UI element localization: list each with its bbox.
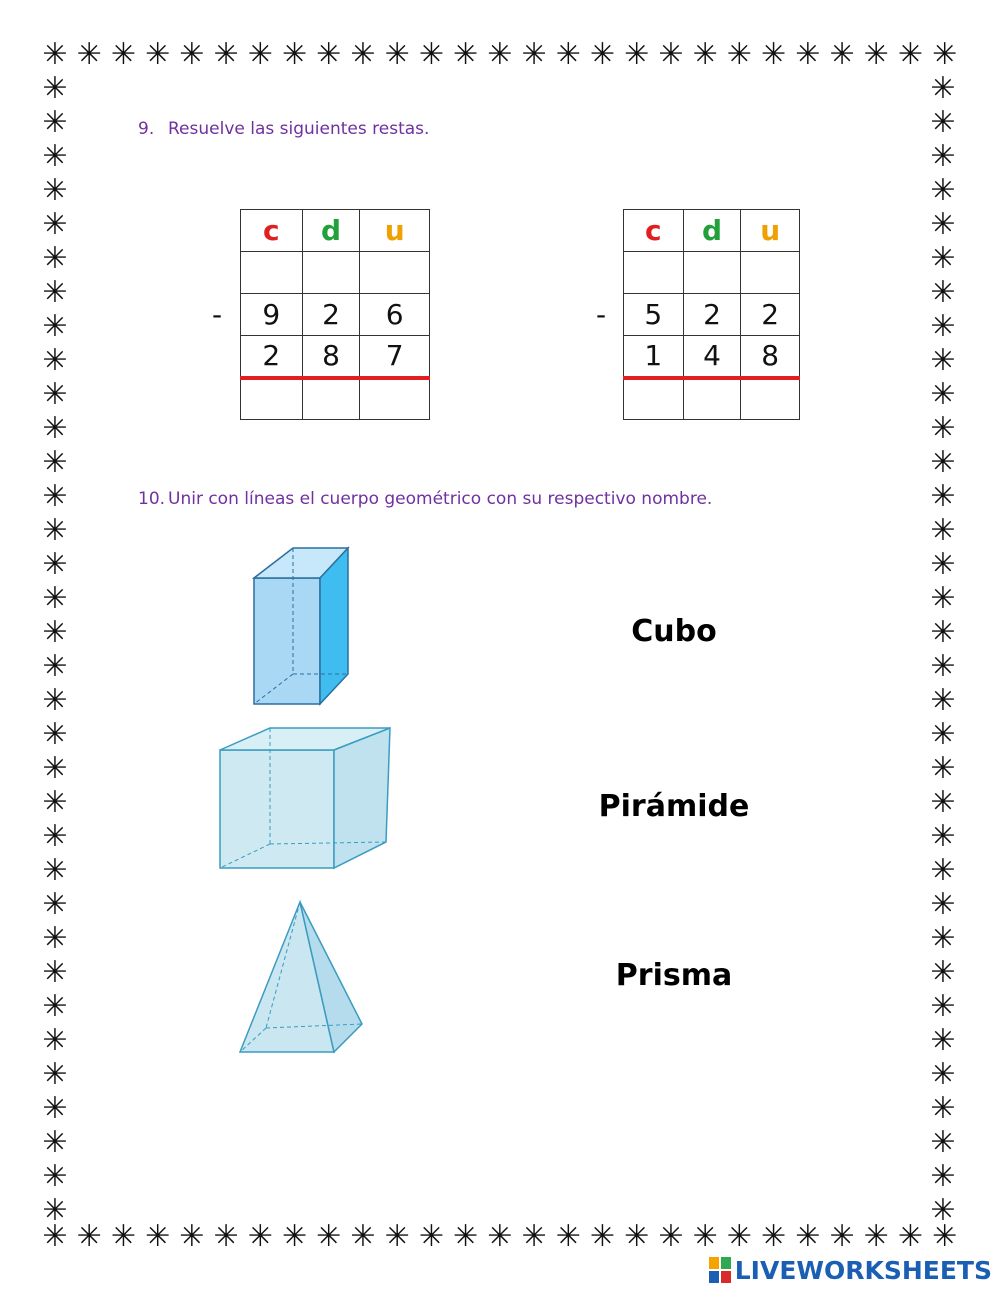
border-star-icon: ✳ (589, 37, 616, 72)
border-star-icon: ✳ (42, 309, 68, 344)
border-star-icon: ✳ (42, 581, 68, 616)
question-10-text: Unir con líneas el cuerpo geométrico con su respectivo nombre. (168, 489, 713, 509)
border-star-icon: ✳ (487, 1219, 513, 1254)
border-star-icon: ✳ (897, 37, 924, 72)
pyramid-shape[interactable] (236, 896, 366, 1060)
carry-cell[interactable] (624, 252, 684, 294)
border-star-icon: ✳ (795, 37, 821, 72)
subtrahend-digit: 2 (241, 336, 303, 378)
border-star-icon: ✳ (930, 343, 956, 378)
border-star-icon: ✳ (930, 479, 956, 514)
border-star-icon: ✳ (179, 37, 205, 72)
border-star-icon: ✳ (897, 1219, 924, 1254)
border-star-icon: ✳ (761, 37, 787, 72)
border-star-icon: ✳ (42, 377, 68, 412)
border-star-icon: ✳ (930, 207, 956, 242)
border-star-icon: ✳ (863, 1219, 889, 1254)
border-star-icon: ✳ (42, 343, 68, 378)
border-star-icon: ✳ (930, 241, 956, 276)
header-d: d (302, 210, 360, 252)
border-star-icon: ✳ (76, 37, 102, 72)
subtraction-table-2 (623, 209, 800, 420)
border-star-icon: ✳ (42, 173, 68, 208)
border-star-icon: ✳ (110, 1219, 136, 1254)
shape-name-prisma[interactable]: Prisma (615, 958, 733, 993)
border-star-icon: ✳ (692, 37, 718, 72)
subtrahend-digit: 1 (624, 336, 684, 378)
border-star-icon: ✳ (247, 37, 273, 72)
minuend-digit: 2 (683, 294, 741, 336)
border-star-icon: ✳ (213, 1219, 239, 1254)
border-star-icon: ✳ (624, 37, 650, 72)
carry-cell[interactable] (360, 252, 430, 294)
border-star-icon: ✳ (863, 37, 889, 72)
question-10-number: 10. (138, 489, 166, 509)
border-star-icon: ✳ (829, 37, 855, 72)
question-9 (138, 119, 429, 139)
answer-cell[interactable] (360, 378, 430, 420)
border-left (38, 71, 72, 1228)
border-star-icon: ✳ (350, 1219, 376, 1254)
border-star-icon: ✳ (42, 615, 68, 650)
header-c: c (624, 210, 684, 252)
header-u: u (741, 210, 800, 252)
answer-cell[interactable] (241, 378, 303, 420)
border-star-icon: ✳ (761, 1219, 787, 1254)
subtrahend-digit: 7 (360, 336, 430, 378)
border-star-icon: ✳ (42, 241, 68, 276)
border-star-icon: ✳ (930, 955, 956, 990)
shape-name-piramide[interactable]: Pirámide (598, 789, 750, 824)
border-star-icon: ✳ (247, 1219, 273, 1254)
border-star-icon: ✳ (930, 785, 956, 820)
border-star-icon: ✳ (930, 275, 956, 310)
border-star-icon: ✳ (110, 37, 136, 72)
border-star-icon: ✳ (930, 989, 956, 1024)
border-star-icon: ✳ (930, 819, 956, 854)
border-star-icon: ✳ (42, 207, 68, 242)
border-star-icon: ✳ (316, 37, 342, 72)
border-star-icon: ✳ (930, 513, 956, 548)
border-star-icon: ✳ (930, 649, 956, 684)
border-star-icon: ✳ (42, 445, 68, 480)
header-u: u (360, 210, 430, 252)
logo-text: LIVEWORKSHEETS (734, 1255, 992, 1285)
border-star-icon: ✳ (316, 1219, 342, 1254)
border-star-icon: ✳ (453, 1219, 479, 1254)
border-star-icon: ✳ (930, 751, 956, 786)
border-star-icon: ✳ (42, 1057, 68, 1092)
border-star-icon: ✳ (76, 1219, 102, 1254)
question-9-number: 9. (138, 119, 155, 139)
border-star-icon: ✳ (930, 71, 956, 106)
border-star-icon: ✳ (930, 377, 956, 412)
subtrahend-digit: 8 (741, 336, 800, 378)
border-star-icon: ✳ (213, 37, 239, 72)
carry-cell[interactable] (741, 252, 800, 294)
answer-cell[interactable] (302, 378, 360, 420)
border-star-icon: ✳ (487, 37, 513, 72)
border-star-icon: ✳ (350, 37, 376, 72)
cube-shape[interactable] (216, 724, 394, 872)
minus-sign-2: - (596, 298, 607, 331)
question-9-text: Resuelve las siguientes restas. (168, 119, 430, 139)
border-star-icon: ✳ (692, 1219, 718, 1254)
subtrahend-digit: 8 (302, 336, 360, 378)
border-star-icon: ✳ (42, 1159, 68, 1194)
header-c: c (241, 210, 303, 252)
border-star-icon: ✳ (932, 37, 958, 72)
border-star-icon: ✳ (179, 1219, 205, 1254)
question-10 (138, 489, 712, 509)
border-star-icon: ✳ (930, 615, 956, 650)
border-bottom (40, 1220, 960, 1254)
minuend-digit: 2 (302, 294, 360, 336)
header-d: d (683, 210, 741, 252)
border-star-icon: ✳ (42, 1023, 68, 1058)
border-star-icon: ✳ (42, 887, 68, 922)
rectangular-prism-shape[interactable] (248, 544, 354, 710)
border-star-icon: ✳ (42, 683, 68, 718)
border-star-icon: ✳ (930, 445, 956, 480)
border-star-icon: ✳ (589, 1219, 616, 1254)
border-top (40, 38, 960, 72)
border-star-icon: ✳ (930, 921, 956, 956)
border-star-icon: ✳ (42, 275, 68, 310)
border-star-icon: ✳ (555, 1219, 581, 1254)
border-star-icon: ✳ (930, 173, 956, 208)
border-star-icon: ✳ (42, 853, 68, 888)
border-star-icon: ✳ (795, 1219, 821, 1254)
border-star-icon: ✳ (453, 37, 479, 72)
border-star-icon: ✳ (930, 1193, 956, 1228)
logo-blocks-icon (709, 1257, 731, 1283)
border-star-icon: ✳ (658, 37, 684, 72)
border-star-icon: ✳ (930, 139, 956, 174)
subtrahend-digit: 4 (683, 336, 741, 378)
border-star-icon: ✳ (42, 105, 68, 140)
border-star-icon: ✳ (930, 1023, 956, 1058)
border-star-icon: ✳ (930, 105, 956, 140)
border-star-icon: ✳ (42, 819, 68, 854)
border-star-icon: ✳ (930, 717, 956, 752)
border-star-icon: ✳ (930, 1159, 956, 1194)
border-star-icon: ✳ (624, 1219, 650, 1254)
border-star-icon: ✳ (930, 581, 956, 616)
border-star-icon: ✳ (418, 1219, 444, 1254)
border-star-icon: ✳ (42, 1125, 68, 1160)
border-star-icon: ✳ (384, 37, 410, 72)
border-star-icon: ✳ (384, 1219, 410, 1254)
border-star-icon: ✳ (829, 1219, 855, 1254)
border-star-icon: ✳ (42, 751, 68, 786)
border-star-icon: ✳ (145, 1219, 171, 1254)
subtraction-table-1 (240, 209, 430, 420)
border-star-icon: ✳ (930, 1125, 956, 1160)
border-star-icon: ✳ (930, 547, 956, 582)
border-star-icon: ✳ (418, 37, 444, 72)
border-star-icon: ✳ (42, 785, 68, 820)
border-star-icon: ✳ (42, 479, 68, 514)
minuend-digit: 6 (360, 294, 430, 336)
border-star-icon: ✳ (930, 1091, 956, 1126)
border-star-icon: ✳ (42, 1193, 68, 1228)
carry-cell[interactable] (683, 252, 741, 294)
border-star-icon: ✳ (42, 955, 68, 990)
border-star-icon: ✳ (42, 921, 68, 956)
border-star-icon: ✳ (42, 649, 68, 684)
border-star-icon: ✳ (281, 37, 308, 72)
border-star-icon: ✳ (42, 547, 68, 582)
border-star-icon: ✳ (42, 411, 68, 446)
border-star-icon: ✳ (726, 1219, 752, 1254)
border-star-icon: ✳ (42, 717, 68, 752)
minuend-digit: 2 (741, 294, 800, 336)
liveworksheets-logo (709, 1254, 992, 1286)
border-star-icon: ✳ (42, 513, 68, 548)
border-star-icon: ✳ (930, 411, 956, 446)
carry-cell[interactable] (241, 252, 303, 294)
border-star-icon: ✳ (42, 37, 68, 72)
carry-cell[interactable] (302, 252, 360, 294)
border-star-icon: ✳ (281, 1219, 308, 1254)
answer-cell[interactable] (741, 378, 800, 420)
border-star-icon: ✳ (658, 1219, 684, 1254)
minuend-digit: 5 (624, 294, 684, 336)
border-star-icon: ✳ (42, 71, 68, 106)
border-star-icon: ✳ (930, 683, 956, 718)
border-star-icon: ✳ (42, 1219, 68, 1254)
border-star-icon: ✳ (42, 139, 68, 174)
shape-name-cubo[interactable]: Cubo (631, 614, 717, 649)
border-star-icon: ✳ (145, 37, 171, 72)
border-star-icon: ✳ (930, 887, 956, 922)
border-star-icon: ✳ (726, 37, 752, 72)
border-right (926, 71, 960, 1228)
border-star-icon: ✳ (930, 853, 956, 888)
border-star-icon: ✳ (932, 1219, 958, 1254)
border-star-icon: ✳ (930, 309, 956, 344)
answer-cell[interactable] (624, 378, 684, 420)
minus-sign-1: - (212, 298, 223, 331)
border-star-icon: ✳ (555, 37, 581, 72)
minuend-digit: 9 (241, 294, 303, 336)
border-star-icon: ✳ (521, 1219, 547, 1254)
border-star-icon: ✳ (521, 37, 547, 72)
answer-cell[interactable] (683, 378, 741, 420)
border-star-icon: ✳ (930, 1057, 956, 1092)
border-star-icon: ✳ (42, 1091, 68, 1126)
border-star-icon: ✳ (42, 989, 68, 1024)
